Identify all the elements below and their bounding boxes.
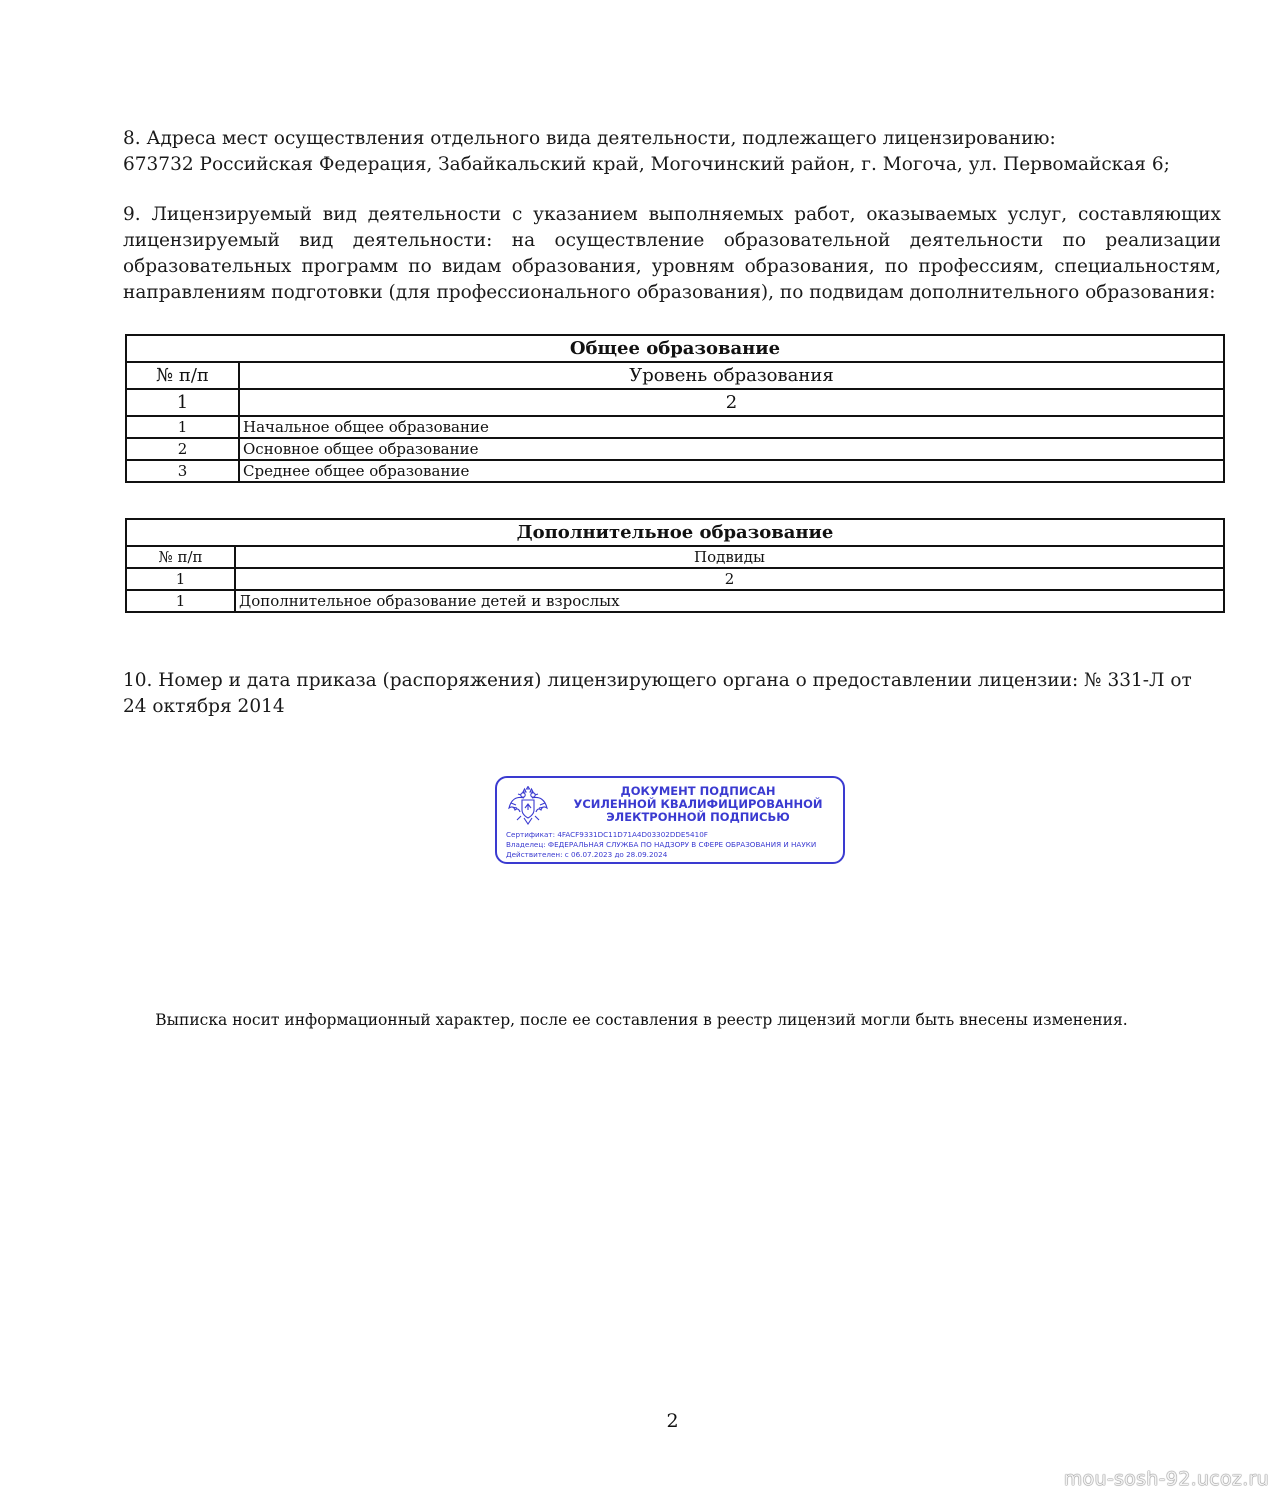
row-level: Среднее общее образование [239, 460, 1224, 482]
column-number-1: 1 [126, 568, 235, 590]
section-10-line-2: 24 октября 2014 [123, 696, 285, 717]
row-subtype: Дополнительное образование детей и взрослых [235, 590, 1224, 612]
section-8 [123, 126, 1221, 178]
page-number: 2 [666, 1410, 679, 1432]
section-10 [123, 668, 1221, 720]
column-number-1: 1 [126, 389, 239, 416]
stamp-details [506, 830, 816, 860]
column-number-2: 2 [235, 568, 1224, 590]
electronic-signature-stamp [495, 776, 845, 864]
row-number: 1 [126, 590, 235, 612]
stamp-validity: Действителен: с 06.07.2023 до 28.09.2024 [506, 850, 668, 859]
general-education-table-title: Общее образование [126, 335, 1224, 362]
stamp-heading [553, 785, 843, 824]
stamp-heading-line: УСИЛЕННОЙ КВАЛИФИЦИРОВАННОЙ [573, 797, 823, 811]
section-8-address: 673732 Российская Федерация, Забайкальский край, Могочинский район, г. Могоча, ул. Первомайская 6; [123, 154, 1170, 175]
row-level: Начальное общее образование [239, 416, 1224, 438]
column-number-2: 2 [239, 389, 1224, 416]
column-header-subtype: Подвиды [235, 546, 1224, 568]
additional-education-table [125, 518, 1225, 613]
column-header-number: № п/п [126, 546, 235, 568]
general-education-table [125, 334, 1225, 483]
table-row [126, 590, 1224, 612]
column-header-level: Уровень образования [239, 362, 1224, 389]
stamp-owner: Владелец: ФЕДЕРАЛЬНАЯ СЛУЖБА ПО НАДЗОРУ В СФЕРЕ ОБРАЗОВАНИЯ И НАУКИ [506, 840, 817, 849]
table-row [126, 416, 1224, 438]
site-watermark: mou-sosh-92.ucoz.ru [1063, 1468, 1269, 1490]
double-headed-eagle-icon [506, 786, 550, 830]
disclaimer-footnote: Выписка носит информационный характер, после ее составления в реестр лицензий могли быть внесены изменения. [155, 1011, 1128, 1029]
row-number: 1 [126, 416, 239, 438]
table-row [126, 460, 1224, 482]
row-level: Основное общее образование [239, 438, 1224, 460]
additional-education-table-title: Дополнительное образование [126, 519, 1224, 546]
section-10-line-1: 10. Номер и дата приказа (распоряжения) лицензирующего органа о предоставлении лицензии: № 331-Л от [123, 670, 1192, 691]
stamp-heading-line: ДОКУМЕНТ ПОДПИСАН [620, 784, 776, 798]
stamp-certificate: Сертификат: 4FACF9331DC11D71A4D03302DDE5410F [506, 830, 708, 839]
row-number: 3 [126, 460, 239, 482]
row-number: 2 [126, 438, 239, 460]
section-8-heading: 8. Адреса мест осуществления отдельного вида деятельности, подлежащего лицензированию: [123, 128, 1056, 149]
section-9-text: 9. Лицензируемый вид деятельности с указанием выполняемых работ, оказываемых услуг, составляющих лицензируемый вид деятельности: на осуществление образовательной деятельности по реализации образовательных программ по видам образования, уровням образования, по профессиям, специальностям, направлениям подготовки (для профессионального образования), по подвидам дополнительного образования: [123, 204, 1221, 303]
table-row [126, 438, 1224, 460]
stamp-heading-line: ЭЛЕКТРОННОЙ ПОДПИСЬЮ [606, 810, 790, 824]
column-header-number: № п/п [126, 362, 239, 389]
